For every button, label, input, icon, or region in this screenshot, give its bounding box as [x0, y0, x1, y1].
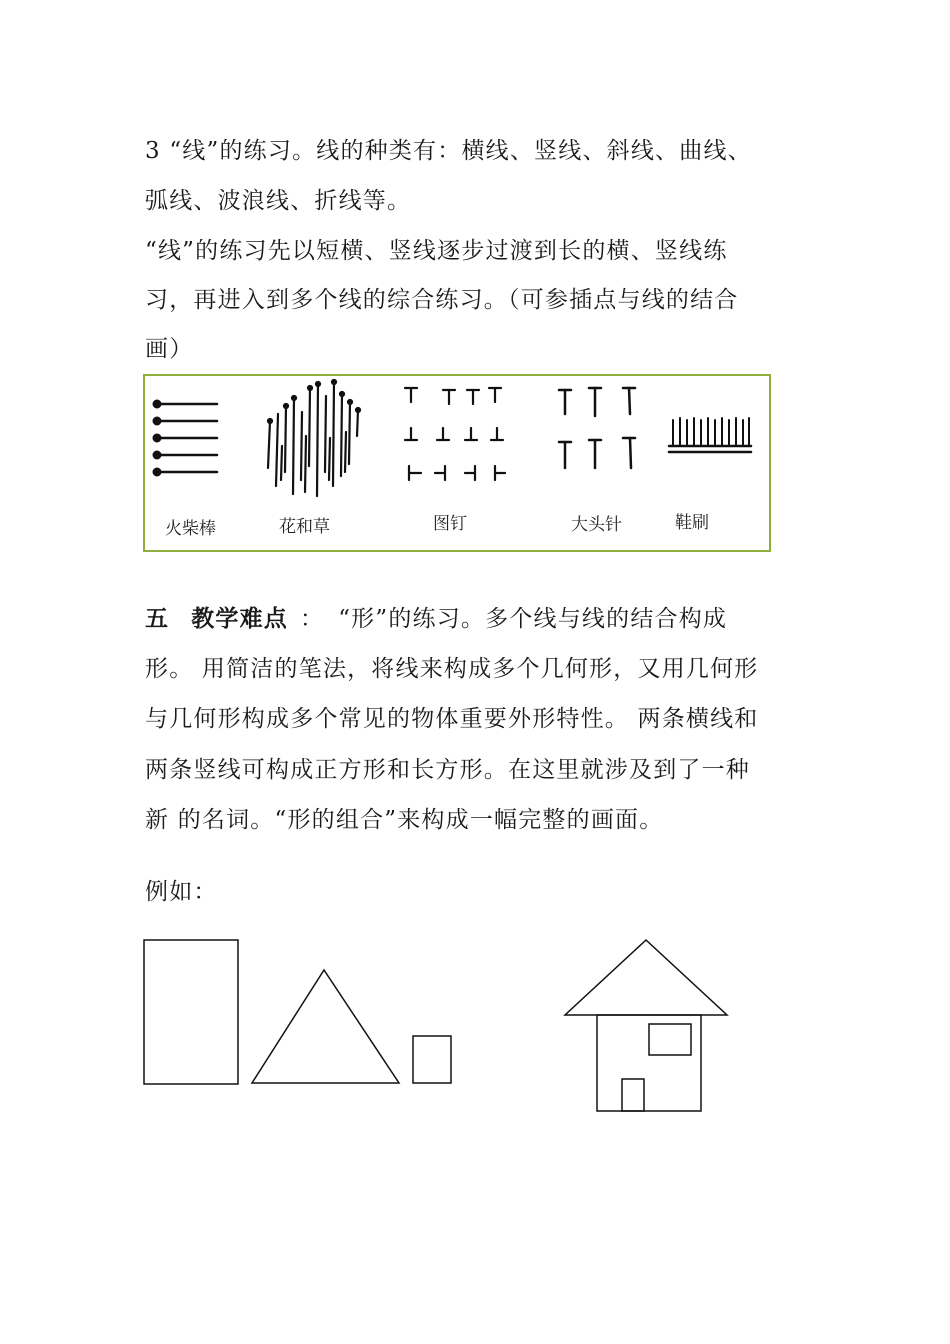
section5-line-4: 两条竖线可构成正方形和长方形。在这里就涉及到了一种: [145, 757, 750, 783]
example-label: 例如：: [145, 879, 218, 905]
section5-line-1: [145, 604, 727, 634]
section3-line-3: “线”的练习先以短横、竖线逐步过渡到长的横、竖线练: [145, 238, 728, 264]
section5-line-2: 形。 用简洁的笔法，将线来构成多个几何形，又用几何形: [145, 656, 759, 682]
small-rectangle-shape: [413, 1036, 451, 1083]
caption-shoe-brush: 鞋刷: [675, 513, 709, 533]
pins-drawing: [559, 388, 635, 468]
house-roof-shape: [565, 940, 727, 1015]
caption-pins: 大头针: [571, 515, 622, 535]
section3-line-2: 弧线、波浪线、折线等。: [145, 188, 412, 214]
section5-line1-text: “形”的练习。多个线与线的结合构成: [338, 606, 728, 632]
section3-line-1: 3 “线”的练习。线的种类有：横线、竖线、斜线、曲线、: [145, 138, 752, 164]
section5-heading: 教学难点: [191, 605, 289, 632]
section5-line-5: 新 的名词。“形的组合”来构成一幅完整的画面。: [145, 807, 664, 833]
shoe-brush-drawing: [669, 418, 751, 452]
section5-line-3: 与几何形构成多个常见的物体重要外形特性。 两条横线和: [145, 706, 759, 732]
house-body-shape: [597, 1015, 701, 1111]
triangle-shape: [252, 970, 399, 1083]
thumbtacks-drawing: [405, 388, 505, 480]
flowers-grass-drawing: [268, 380, 360, 496]
house-door-shape: [622, 1079, 644, 1111]
section3-line-5: 画）: [145, 336, 194, 362]
section3-line-4: 习，再进入到多个线的综合练习。（可参插点与线的结合: [145, 287, 739, 313]
tall-rectangle-shape: [144, 940, 238, 1084]
caption-thumbtacks: 图钉: [433, 514, 467, 534]
caption-flowers-grass: 花和草: [279, 517, 330, 537]
house-drawing: [565, 940, 727, 1111]
line-practice-figure: [143, 374, 771, 552]
section5-number: 五: [145, 605, 170, 632]
matchsticks-drawing: [153, 400, 217, 476]
section5-colon: ：: [300, 606, 325, 632]
house-window-shape: [649, 1024, 691, 1055]
caption-matchsticks: 火柴棒: [165, 519, 216, 539]
